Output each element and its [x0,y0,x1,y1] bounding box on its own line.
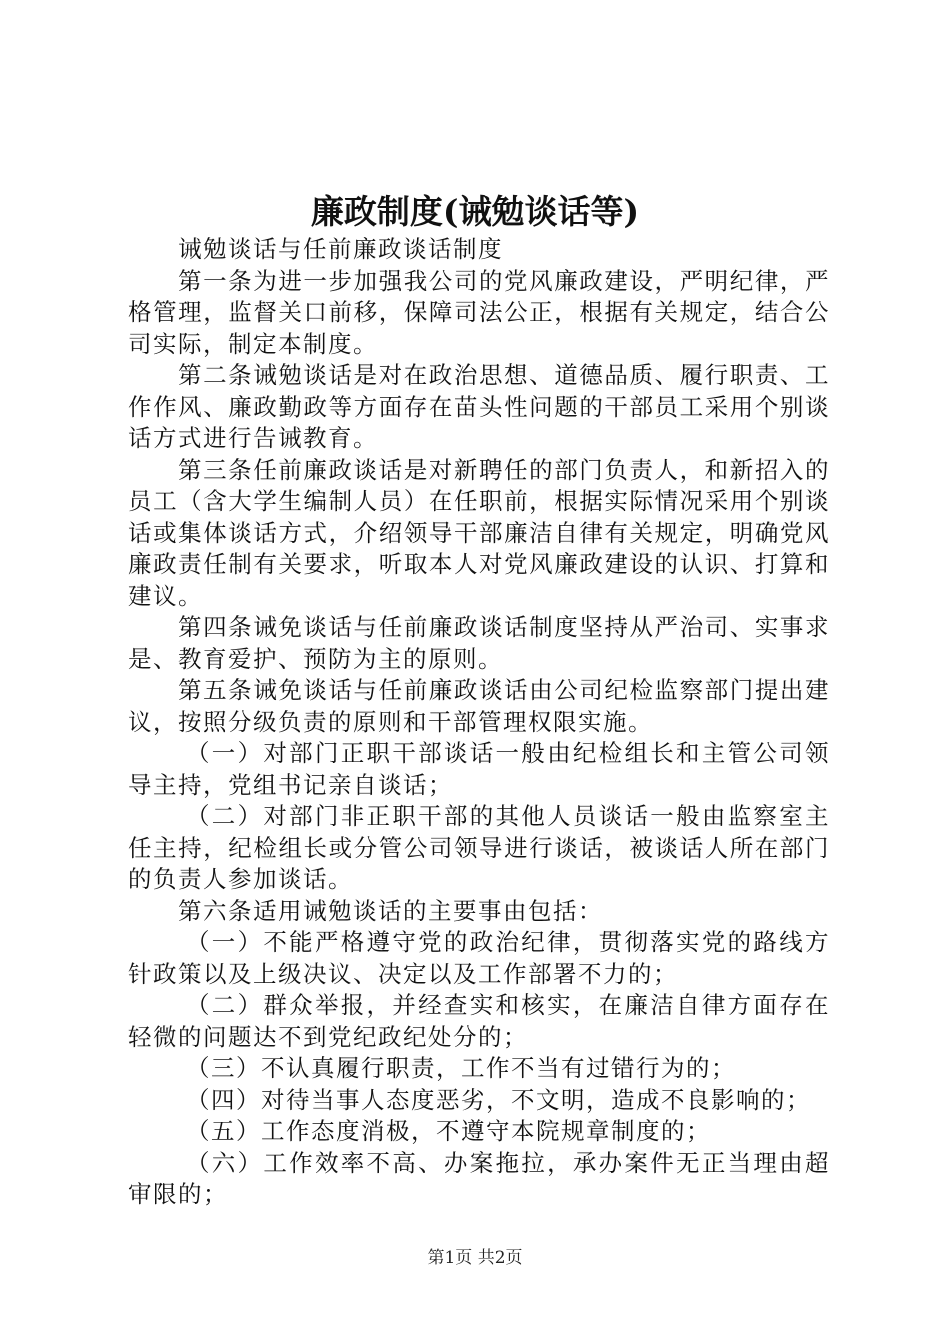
paragraph-article-6-item-1: （一）不能严格遵守党的政治纪律，贯彻落实党的路线方针政策以及上级决议、决定以及工作部署不力的； [128,928,830,988]
paragraph-article-6-item-2: （二）群众举报，并经查实和核实，在廉洁自律方面存在轻微的问题达不到党纪政纪处分的； [128,991,830,1051]
paragraph-article-4: 第四条诫免谈话与任前廉政谈话制度坚持从严治司、实事求是、教育爱护、预防为主的原则。 [128,613,830,673]
paragraph-article-6-item-3: （三）不认真履行职责，工作不当有过错行为的； [186,1054,736,1082]
paragraph-article-5: 第五条诫免谈话与任前廉政谈话由公司纪检监察部门提出建议，按照分级负责的原则和干部管理权限实施。 [128,676,830,736]
paragraph-article-6-item-6: （六）工作效率不高、办案拖拉，承办案件无正当理由超审限的； [128,1148,830,1208]
paragraph-subtitle: 诫勉谈话与任前廉政谈话制度 [178,235,503,263]
paragraph-article-3: 第三条任前廉政谈话是对新聘任的部门负责人，和新招入的员工（含大学生编制人员）在任职前，根据实际情况采用个别谈话或集体谈话方式，介绍领导干部廉洁自律有关规定，明确党风廉政责任制有关要求，听取本人对党风廉政建设的认识、打算和建议。 [128,455,830,610]
paragraph-article-5-item-2: （二）对部门非正职干部的其他人员谈话一般由监察室主任主持，纪检组长或分管公司领导进行谈话，被谈话人所在部门的负责人参加谈话。 [128,802,830,893]
paragraph-article-1: 第一条为进一步加强我公司的党风廉政建设，严明纪律，严格管理，监督关口前移，保障司法公正，根据有关规定，结合公司实际，制定本制度。 [128,266,830,358]
paragraph-article-6: 第六条适用诫勉谈话的主要事由包括： [178,896,603,925]
paragraph-article-6-item-5: （五）工作态度消极，不遵守本院规章制度的； [186,1117,711,1145]
paragraph-article-2: 第二条诫勉谈话是对在政治思想、道德品质、履行职责、工作作风、廉政勤政等方面存在苗头性问题的干部员工采用个别谈话方式进行告诫教育。 [128,361,830,452]
paragraph-article-6-item-4: （四）对待当事人态度恶劣，不文明，造成不良影响的； [186,1085,811,1114]
paragraph-article-5-item-1: （一）对部门正职干部谈话一般由纪检组长和主管公司领导主持，党组书记亲自谈话； [128,739,830,799]
document-body [128,234,830,1211]
document-title: 廉政制度(诫勉谈话等) [310,192,640,231]
page-footer: 第1页 共2页 [427,1248,523,1268]
